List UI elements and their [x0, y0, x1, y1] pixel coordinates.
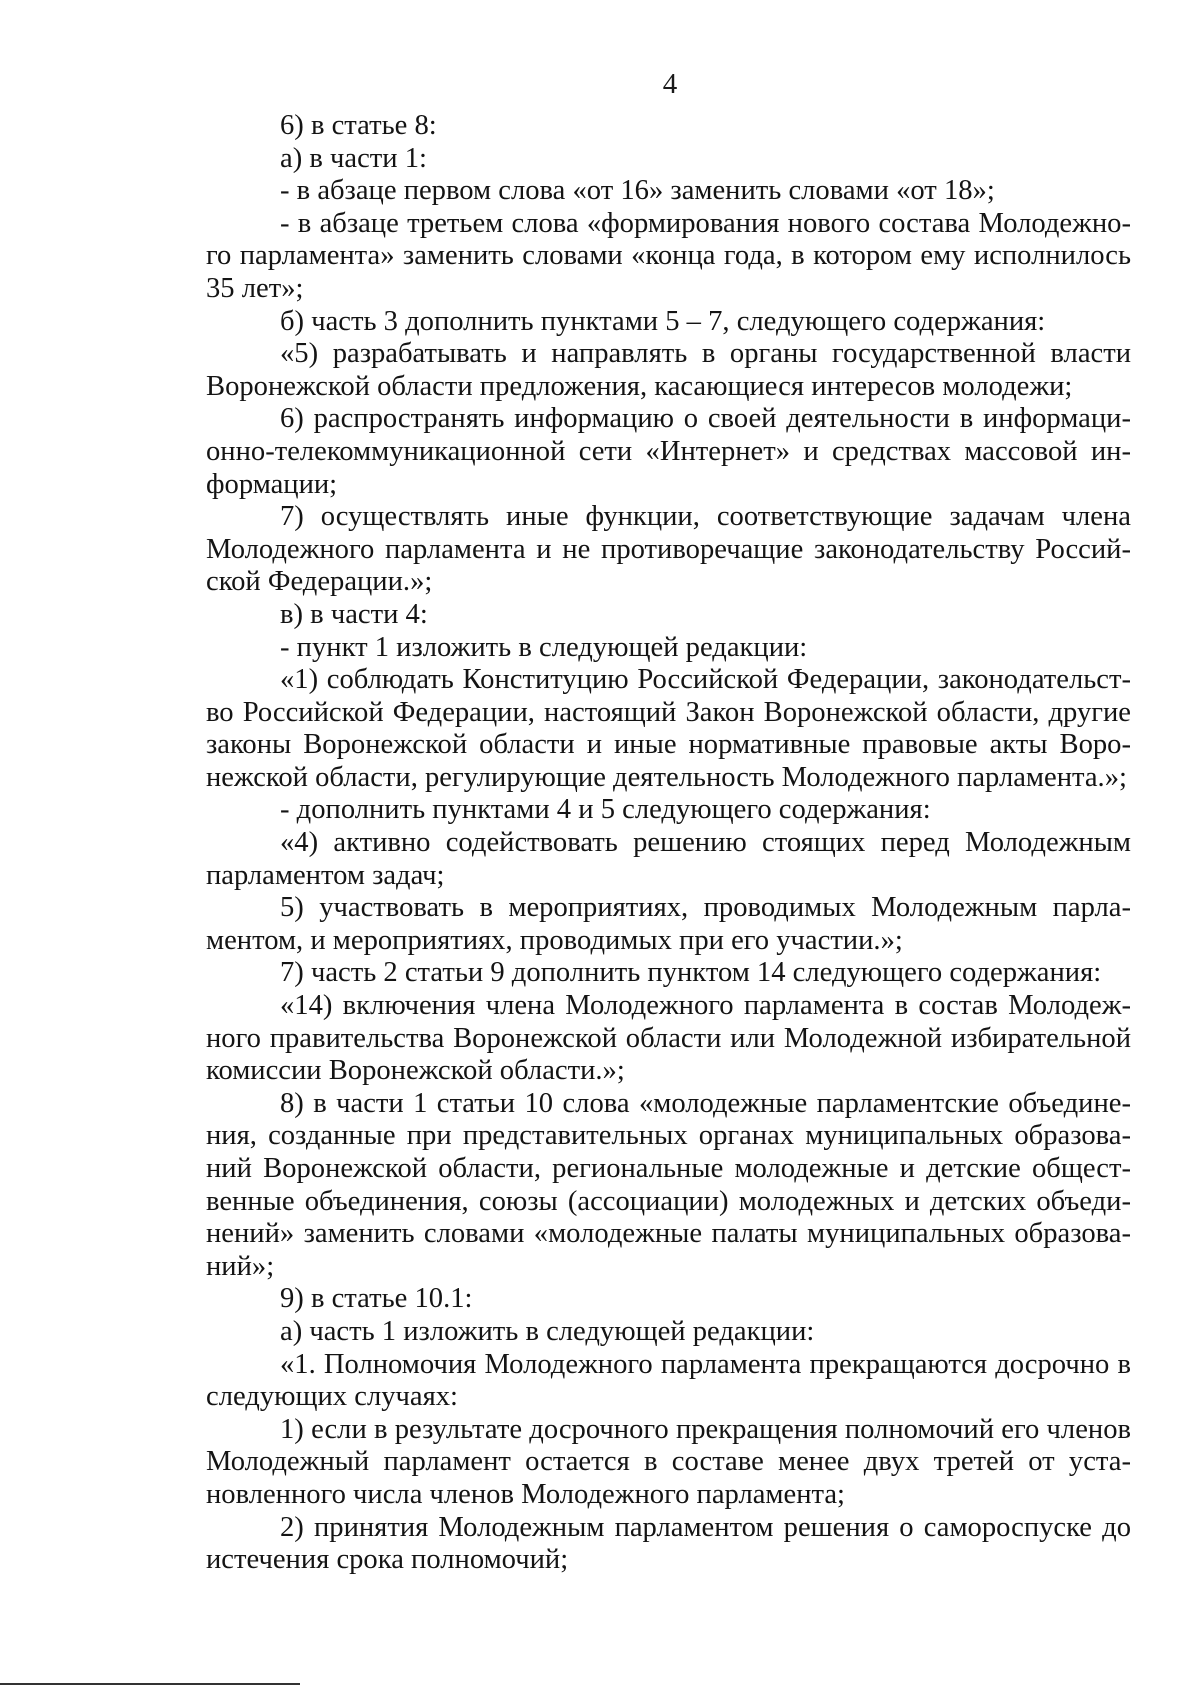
paragraph: 7) часть 2 статьи 9 дополнить пунктом 14 следующего содержания: — [280, 957, 1102, 989]
paragraph: 5) участвовать в мероприятиях, проводимых Молодежным парламентом, и мероприятиях, проводимых при его участии.»; — [206, 892, 1131, 956]
footer-rule — [0, 1683, 300, 1685]
paragraph: - пункт 1 изложить в следующей редакции: — [280, 631, 808, 663]
paragraph: «1. Полномочия Молодежного парламента прекращаются досрочно в следующих случаях: — [206, 1348, 1131, 1413]
paragraph: в) в части 4: — [280, 598, 428, 630]
paragraph: - дополнить пунктами 4 и 5 следующего содержания: — [280, 794, 931, 826]
paragraph: 2) принятия Молодежным парламентом решения о самороспуске до истечения срока полномочий; — [206, 1511, 1131, 1576]
paragraph: 6) в статье 8: — [280, 110, 437, 141]
paragraph: 1) если в результате досрочного прекращения полномочий его членов Молодежный парламент остается в составе менее двух третей от установленного числа членов Молодежного парламента; — [206, 1413, 1131, 1510]
paragraph: 8) в части 1 статьи 10 слова «молодежные парламентские объединения, созданные при представительных органах муниципальных образований Воронежской области, региональные молодежные и детские общественные объединения, союзы (ассоциации) молодежных и детских объединений» заменить словами «молодежные палаты муниципальных образований»; — [206, 1087, 1131, 1282]
paragraph: «4) активно содействовать решению стоящих перед Молодежным парламентом задач; — [206, 827, 1131, 891]
paragraph: 7) осуществлять иные функции, соответствующие задачам члена Молодежного парламента и не противоречащие законодательству Российской Федерации.»; — [206, 501, 1131, 598]
page-number: 4 — [662, 68, 678, 100]
paragraph: - в абзаце третьем слова «формирования нового состава Молодежного парламента» заменить словами «конца года, в котором ему исполнилось 35 лет»; — [206, 207, 1131, 304]
paragraph: 6) распространять информацию о своей деятельности в информационно-телекоммуникационной сети «Интернет» и средствах массовой информации; — [206, 403, 1131, 500]
paragraph: «1) соблюдать Конституцию Российской Федерации, законодательство Российской Федерации, настоящий Закон Воронежской области, другие законы Воронежской области и иные нормативные правовые акты Воронежской области, регулирующие деятельность Молодежного парламента.»; — [206, 664, 1131, 793]
document-body — [206, 110, 1131, 1577]
paragraph: а) в части 1: — [280, 142, 427, 174]
paragraph: 9) в статье 10.1: — [280, 1283, 473, 1315]
paragraph: б) часть 3 дополнить пунктами 5 – 7, следующего содержания: — [280, 305, 1046, 337]
paragraph: «14) включения члена Молодежного парламента в состав Молодежного правительства Воронежской области или Молодежной избирательной комиссии Воронежской области.»; — [206, 990, 1131, 1087]
paragraph: «5) разрабатывать и направлять в органы государственной власти Воронежской области предложения, касающиеся интересов молодежи; — [206, 338, 1131, 402]
paragraph: - в абзаце первом слова «от 16» заменить словами «от 18»; — [280, 175, 995, 207]
paragraph: а) часть 1 изложить в следующей редакции: — [280, 1315, 815, 1347]
